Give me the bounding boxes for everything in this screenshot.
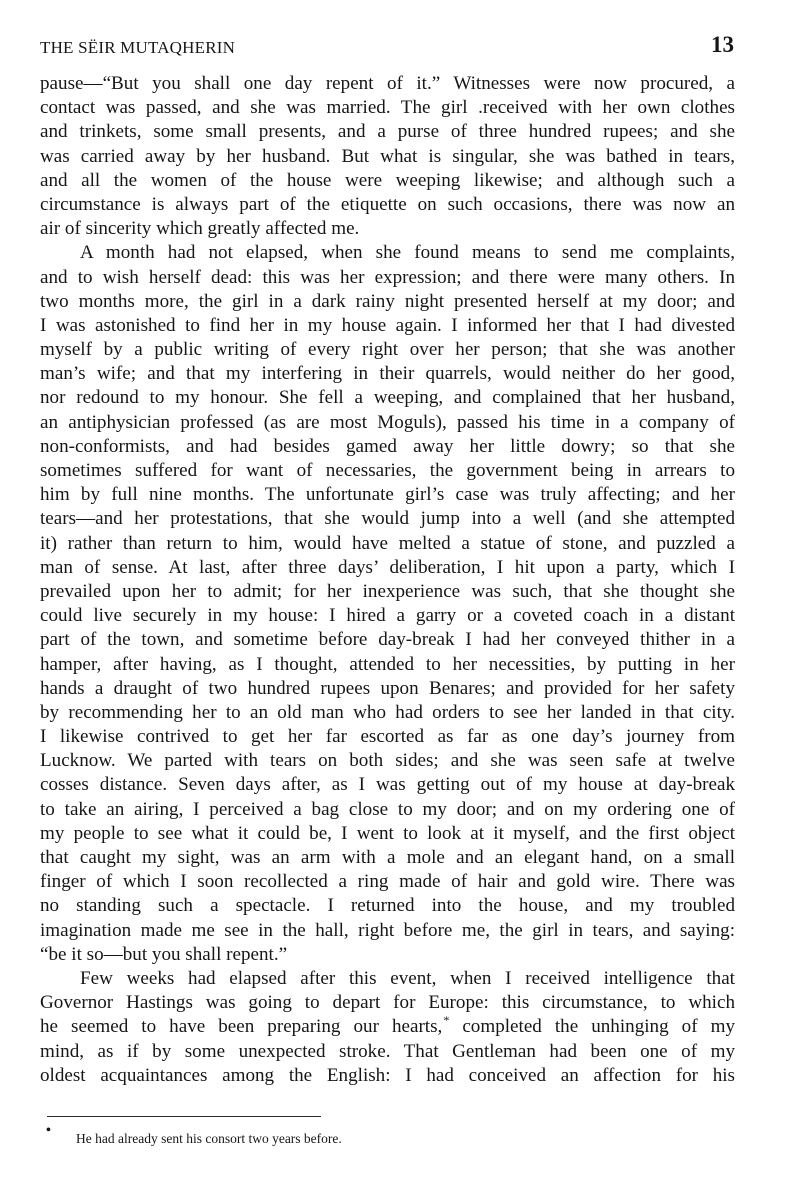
footnote-text: He had already sent his consort two years before.: [76, 1131, 342, 1146]
text-line: [40, 1015, 735, 1039]
paragraph-3: [40, 967, 735, 1088]
text-line: by recommending her to an old man who had orders to see her landed in that city.: [40, 701, 735, 723]
text-line: hands a draught of two hundred rupees upon Benares; and provided for her safety: [40, 677, 735, 699]
footnote-symbol: •: [46, 1123, 51, 1138]
text-line: oldest acquaintances among the English: I had conceived an affection for his: [40, 1064, 735, 1086]
text-line: man’s wife; and that my interfering in their quarrels, would neither do her good,: [40, 363, 735, 385]
text-line: it) rather than return to him, would have melted a statue of stone, and puzzled a: [40, 532, 735, 554]
text-line: that caught my sight, was an arm with a mole and an elegant hand, on a small: [40, 847, 735, 868]
text-line: air of sincerity which greatly affected me.: [40, 218, 360, 240]
text-line: A month had not elapsed, when she found means to send me complaints,: [80, 242, 735, 264]
footnote-reference[interactable]: *: [443, 1013, 450, 1028]
text-line: Lucknow. We parted with tears on both sides; and she was seen safe at twelve: [40, 750, 735, 772]
text-line: finger of which I soon recollected a ring made of hair and gold wire. There was: [40, 871, 735, 893]
page-number: 13: [711, 32, 734, 57]
text-line: pause—“But you shall one day repent of it.” Witnesses were now procured, a: [40, 73, 735, 94]
text-line: two months more, the girl in a dark rainy night presented herself at my door; and: [40, 290, 735, 312]
text-line: non-conformists, and had besides gamed away her little dowry; so that she: [40, 435, 735, 457]
text-line: “be it so—but you shall repent.”: [40, 943, 288, 965]
text-line: part of the town, and sometime before day-break I had her conveyed thither in a: [40, 629, 735, 651]
text-line: man of sense. At last, after three days’ deliberation, I hit upon a party, which I: [40, 556, 735, 578]
text-line: mind, as if by some unexpected stroke. That Gentleman had been one of my: [40, 1040, 735, 1062]
text-line: him by full nine months. The unfortunate girl’s case was truly affecting; and her: [40, 484, 735, 506]
text-line: an antiphysician professed (as are most Moguls), passed his time in a company of: [40, 411, 735, 433]
running-header: [40, 32, 734, 62]
text-line: tears—and her protestations, that she would jump into a well (and she attempted: [40, 508, 735, 530]
text-line: sometimes suffered for want of necessaries, the government being in arrears to: [40, 460, 735, 481]
text-line: and all the women of the house were weeping likewise; and although such a: [40, 169, 735, 191]
text-line: hamper, after having, as I thought, attended to her necessities, by putting in her: [40, 653, 735, 675]
text-line: and to wish herself dead: this was her expression; and there were many others. In: [40, 266, 735, 288]
text-line: myself by a public writing of every right over her person; that she was another: [40, 339, 735, 361]
text-line: could live securely in my house: I hired a garry or a coveted coach in a distant: [40, 605, 735, 627]
text-line: my people to see what it could be, I went to look at it myself, and the first object: [40, 822, 735, 844]
running-title: THE SËIR MUTAQHERIN: [40, 38, 236, 57]
text-line: to take an airing, I perceived a bag close to my door; and on my ordering one of: [40, 798, 735, 820]
paragraph-1: [40, 72, 735, 241]
text-line: and trinkets, some small presents, and a purse of three hundred rupees; and she: [40, 121, 735, 143]
text-line: contact was passed, and she was married. The girl .received with her own clothes: [40, 97, 735, 119]
text-line: Governor Hastings was going to depart for Europe: this circumstance, to which: [40, 992, 735, 1014]
text-line: circumstance is always part of the etiquette on such occasions, there was now an: [40, 193, 735, 215]
text-fragment: he seemed to have been preparing our hearts,: [40, 1016, 443, 1038]
text-line: I likewise contrived to get her far escorted as far as one day’s journey from: [40, 726, 735, 748]
text-line: nor redound to my honour. She fell a weeping, and complained that her husband,: [40, 387, 735, 409]
text-line: no standing such a spectacle. I returned into the house, and my troubled: [40, 895, 735, 917]
paragraph-2: [40, 241, 735, 967]
body-text: [40, 72, 735, 1088]
text-line: was carried away by her husband. But what is singular, she was bathed in tears,: [40, 145, 735, 167]
text-line: I was astonished to find her in my house again. I informed her that I had divested: [40, 314, 735, 336]
text-line: prevailed upon her to admit; for her inexperience was such, that she thought she: [40, 580, 735, 602]
text-fragment: completed the unhinging of my: [449, 1016, 735, 1038]
text-line: Few weeks had elapsed after this event, when I received intelligence that: [80, 967, 735, 989]
text-line: imagination made me see in the hall, right before me, the girl in tears, and saying:: [40, 919, 735, 941]
text-line: cosses distance. Seven days after, as I was getting out of my house at day-break: [40, 774, 735, 796]
footnote-divider: [47, 1116, 321, 1117]
